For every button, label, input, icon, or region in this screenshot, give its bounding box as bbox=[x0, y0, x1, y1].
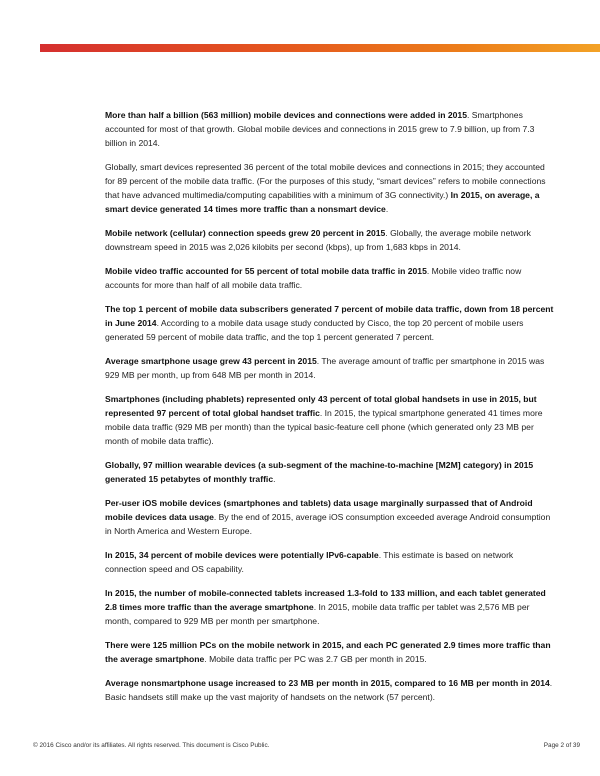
copyright-notice: © 2016 Cisco and/or its affiliates. All rights reserved. This document is Cisco Public. bbox=[33, 742, 270, 749]
paragraph: Mobile network (cellular) connection speeds grew 20 percent in 2015. Globally, the average mobile network downstream speed in 2015 was 2,026 kilobits per second (kbps), up from 1,683 kbps in 2014. bbox=[105, 228, 531, 252]
paragraph: Globally, smart devices represented 36 percent of the total mobile devices and connections in 2015; they accounted for 89 percent of the mobile data traffic. (For the purposes of this study, “smart devices” refers to mobile connections that have advanced multimedia/computing capabilities with a minimum of 3G connectivity.) In 2015, on average, a smart device generated 14 times more traffic than a nonsmart device. bbox=[105, 162, 546, 214]
paragraph: In 2015, the number of mobile-connected tablets increased 1.3-fold to 133 million, and each tablet generated 2.8 times more traffic than the average smartphone. In 2015, mobile data traffic per tablet was 2,576 MB per month, compared to 929 MB per month per smartphone. bbox=[105, 588, 546, 626]
document-body bbox=[105, 108, 555, 714]
paragraph: Mobile video traffic accounted for 55 percent of total mobile data traffic in 2015. Mobile video traffic now accounts for more than half of all mobile data traffic. bbox=[105, 266, 522, 290]
paragraph: Smartphones (including phablets) represented only 43 percent of total global handsets in use in 2015, but represented 97 percent of total global handset traffic. In 2015, the typical smartphone generated 41 times more mobile data traffic (929 MB per month) than the typical basic-feature cell phone (which generated only 23 MB per month of mobile data traffic). bbox=[105, 394, 543, 446]
paragraph: Average nonsmartphone usage increased to 23 MB per month in 2015, compared to 16 MB per month in 2014. Basic handsets still make up the vast majority of handsets on the network (57 percent). bbox=[105, 678, 553, 702]
paragraph: There were 125 million PCs on the mobile network in 2015, and each PC generated 2.9 times more traffic than the average smartphone. Mobile data traffic per PC was 2.7 GB per month in 2015. bbox=[105, 640, 551, 664]
paragraph: Globally, 97 million wearable devices (a sub-segment of the machine-to-machine [M2M] category) in 2015 generated 15 petabytes of monthly traffic. bbox=[105, 460, 534, 484]
paragraph: Average smartphone usage grew 43 percent in 2015. The average amount of traffic per smartphone in 2015 was 929 MB per month, up from 648 MB per month in 2014. bbox=[105, 356, 545, 380]
paragraph: In 2015, 34 percent of mobile devices were potentially IPv6-capable. This estimate is based on network connection speed and OS capability. bbox=[105, 550, 514, 574]
paragraph: Per-user iOS mobile devices (smartphones and tablets) data usage marginally surpassed that of Android mobile devices data usage. By the end of 2015, average iOS consumption exceeded average Android consumption in North America and Western Europe. bbox=[105, 498, 551, 536]
paragraph: More than half a billion (563 million) mobile devices and connections were added in 2015. Smartphones accounted for most of that growth. Global mobile devices and connections in 2015 grew to 7.9 billion, up from 7.3 billion in 2014. bbox=[105, 110, 535, 148]
page-number: Page 2 of 39 bbox=[543, 742, 580, 749]
paragraph: The top 1 percent of mobile data subscribers generated 7 percent of mobile data traffic, down from 18 percent in June 2014. According to a mobile data usage study conducted by Cisco, the top 20 percent of mobile users generated 59 percent of mobile data traffic, and the top 1 percent generated 7 percent. bbox=[105, 304, 554, 342]
header-accent-bar bbox=[40, 44, 600, 52]
